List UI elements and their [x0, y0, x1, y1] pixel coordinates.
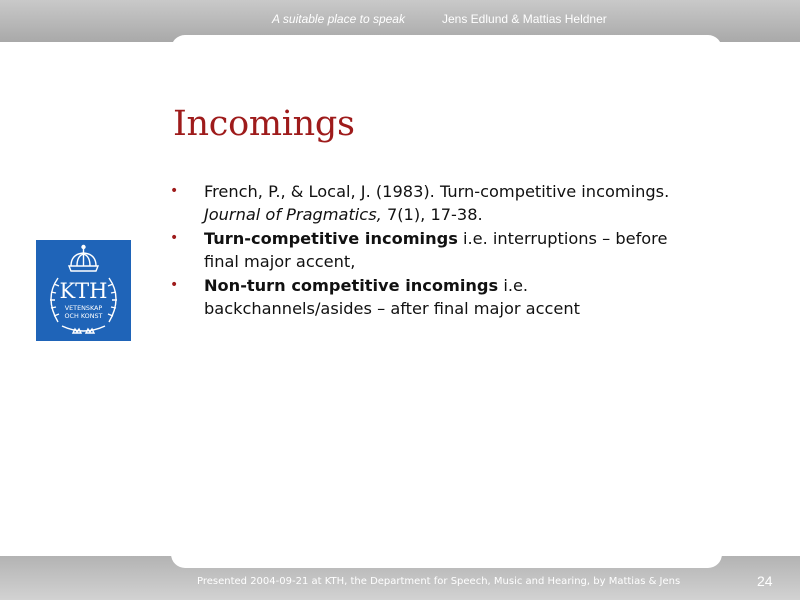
header-subtitle: A suitable place to speak: [272, 12, 405, 26]
bullet-item: [170, 180, 700, 226]
kth-crown-icon: [36, 240, 131, 341]
header-authors: Jens Edlund & Mattias Heldner: [442, 12, 607, 26]
bullet-definition: i.e. interruptions – before final major accent,: [204, 229, 668, 271]
bullet-term: Non-turn competitive incomings: [204, 276, 499, 295]
reference-text: French, P., & Local, J. (1983). Turn-competitive incomings.: [204, 182, 670, 201]
journal-title: Journal of Pragmatics,: [204, 205, 382, 224]
logo-motto-line1: VETENSKAP: [64, 304, 103, 312]
reference-volume: 7(1), 17-38.: [381, 205, 483, 224]
logo-motto-line2: OCH KONST: [64, 312, 103, 320]
bullet-definition: i.e. backchannels/asides – after final major accent: [204, 276, 580, 318]
bullet-term: Turn-competitive incomings: [204, 229, 458, 248]
bullet-item: [170, 227, 700, 273]
bullet-dot-icon: •: [170, 277, 179, 293]
bullet-dot-icon: •: [170, 183, 179, 199]
footer-presentation-info: Presented 2004-09-21 at KTH, the Department for Speech, Music and Hearing, by Mattias & Jens: [197, 576, 681, 587]
page-number: 24: [757, 573, 773, 589]
bullet-dot-icon: •: [170, 230, 179, 246]
bullet-item: [170, 274, 700, 320]
bullet-list: [170, 180, 700, 321]
slide-title: Incomings: [173, 104, 355, 144]
kth-logo: [36, 240, 131, 341]
logo-text: KTH: [59, 279, 108, 303]
